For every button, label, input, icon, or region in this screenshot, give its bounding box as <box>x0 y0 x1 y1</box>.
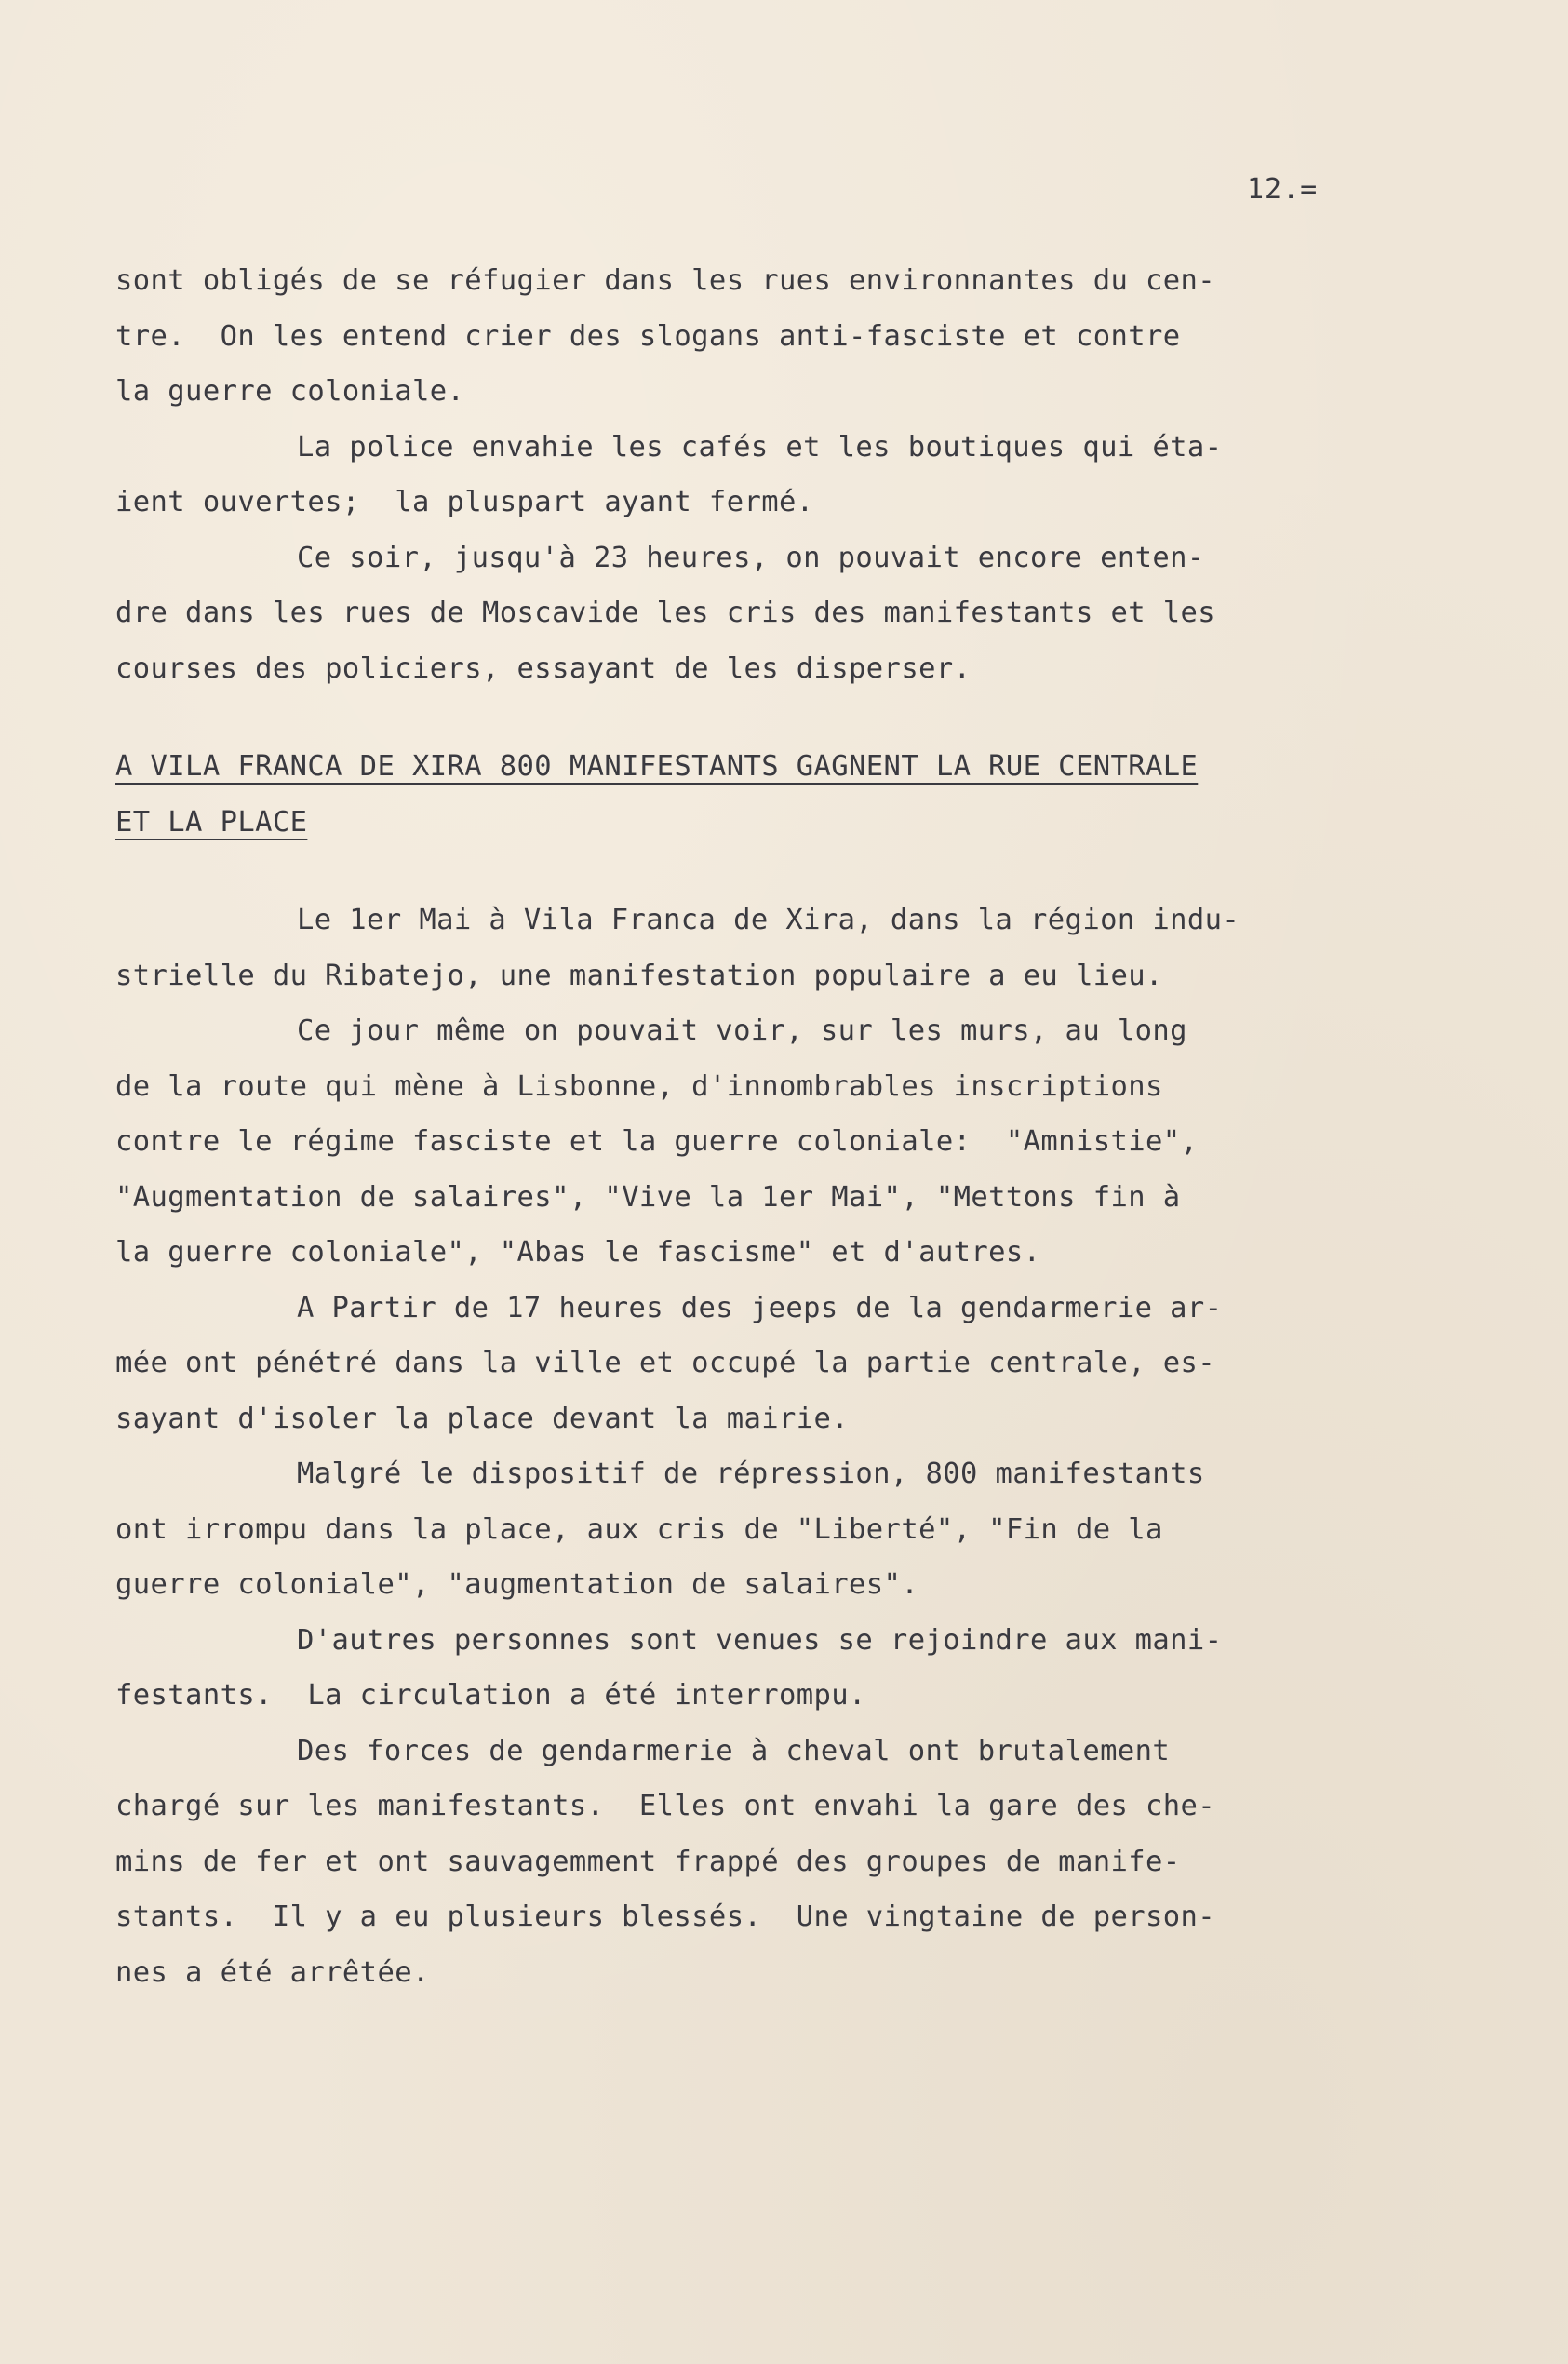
heading-text: ET LA PLACE <box>115 805 308 839</box>
text-line: A Partir de 17 heures des jeeps de la gendarmerie ar- <box>297 1291 1223 1324</box>
heading-text: A VILA FRANCA DE XIRA 800 MANIFESTANTS GAGNENT LA RUE CENTRALE <box>115 750 1199 783</box>
paragraph <box>115 1003 1344 1281</box>
text-line: tre. On les entend crier des slogans anti-fasciste et contre <box>115 319 1181 353</box>
text-line: la guerre coloniale", "Abas le fascisme" et d'autres. <box>115 1236 1041 1269</box>
text-line: ont irrompu dans la place, aux cris de "Liberté", "Fin de la <box>115 1512 1163 1546</box>
heading-line <box>115 795 1344 851</box>
text-line: nes a été arrêtée. <box>115 1955 430 1989</box>
text-line: la guerre coloniale. <box>115 375 465 408</box>
paragraph <box>115 1724 1344 2001</box>
text-line: Malgré le dispositif de répression, 800 manifestants <box>297 1457 1205 1490</box>
text-line: de la route qui mène à Lisbonne, d'innombrables inscriptions <box>115 1069 1163 1103</box>
text-line: Des forces de gendarmerie à cheval ont brutalement <box>297 1734 1171 1767</box>
text-line: sayant d'isoler la place devant la mairie. <box>115 1402 850 1435</box>
paragraph <box>115 253 1344 420</box>
text-line: La police envahie les cafés et les boutiques qui éta- <box>297 430 1223 463</box>
paragraph <box>115 531 1344 697</box>
section-heading <box>115 739 1344 850</box>
heading-line <box>115 739 1344 795</box>
text-line: "Augmentation de salaires", "Vive la 1er Mai", "Mettons fin à <box>115 1180 1181 1214</box>
text-line: Le 1er Mai à Vila Franca de Xira, dans la région indu- <box>297 904 1240 936</box>
text-line: chargé sur les manifestants. Elles ont envahi la gare des che- <box>115 1790 1216 1822</box>
text-line: Ce jour même on pouvait voir, sur les murs, au long <box>297 1014 1187 1047</box>
paragraph <box>115 1613 1344 1724</box>
text-line: courses des policiers, essayant de les disperser. <box>115 651 972 685</box>
paragraph <box>115 420 1344 531</box>
text-line: sont obligés de se réfugier dans les rues environnantes du cen- <box>115 264 1216 297</box>
text-line: guerre coloniale", "augmentation de salaires". <box>115 1568 919 1601</box>
paragraph <box>115 1446 1344 1613</box>
page-number: 12.= <box>1247 173 1319 206</box>
text-line: mins de fer et ont sauvagemment frappé des groupes de manife- <box>115 1845 1181 1878</box>
paragraph <box>115 893 1344 1003</box>
text-line: D'autres personnes sont venues se rejoindre aux mani- <box>297 1623 1223 1657</box>
text-line: contre le régime fasciste et la guerre coloniale: "Amnistie", <box>115 1125 1199 1158</box>
text-line: Ce soir, jusqu'à 23 heures, on pouvait encore enten- <box>297 541 1205 574</box>
text-line: festants. La circulation a été interrompu. <box>115 1679 866 1712</box>
text-line: ient ouvertes; la pluspart ayant fermé. <box>115 486 814 518</box>
body-text <box>115 253 1344 2000</box>
text-line: mée ont pénétré dans la ville et occupé la partie centrale, es- <box>115 1347 1216 1379</box>
text-line: stants. Il y a eu plusieurs blessés. Une vingtaine de person- <box>115 1901 1216 1933</box>
text-line: strielle du Ribatejo, une manifestation populaire a eu lieu. <box>115 959 1163 992</box>
paragraph <box>115 1281 1344 1447</box>
text-line: dre dans les rues de Moscavide les cris des manifestants et les <box>115 597 1216 629</box>
